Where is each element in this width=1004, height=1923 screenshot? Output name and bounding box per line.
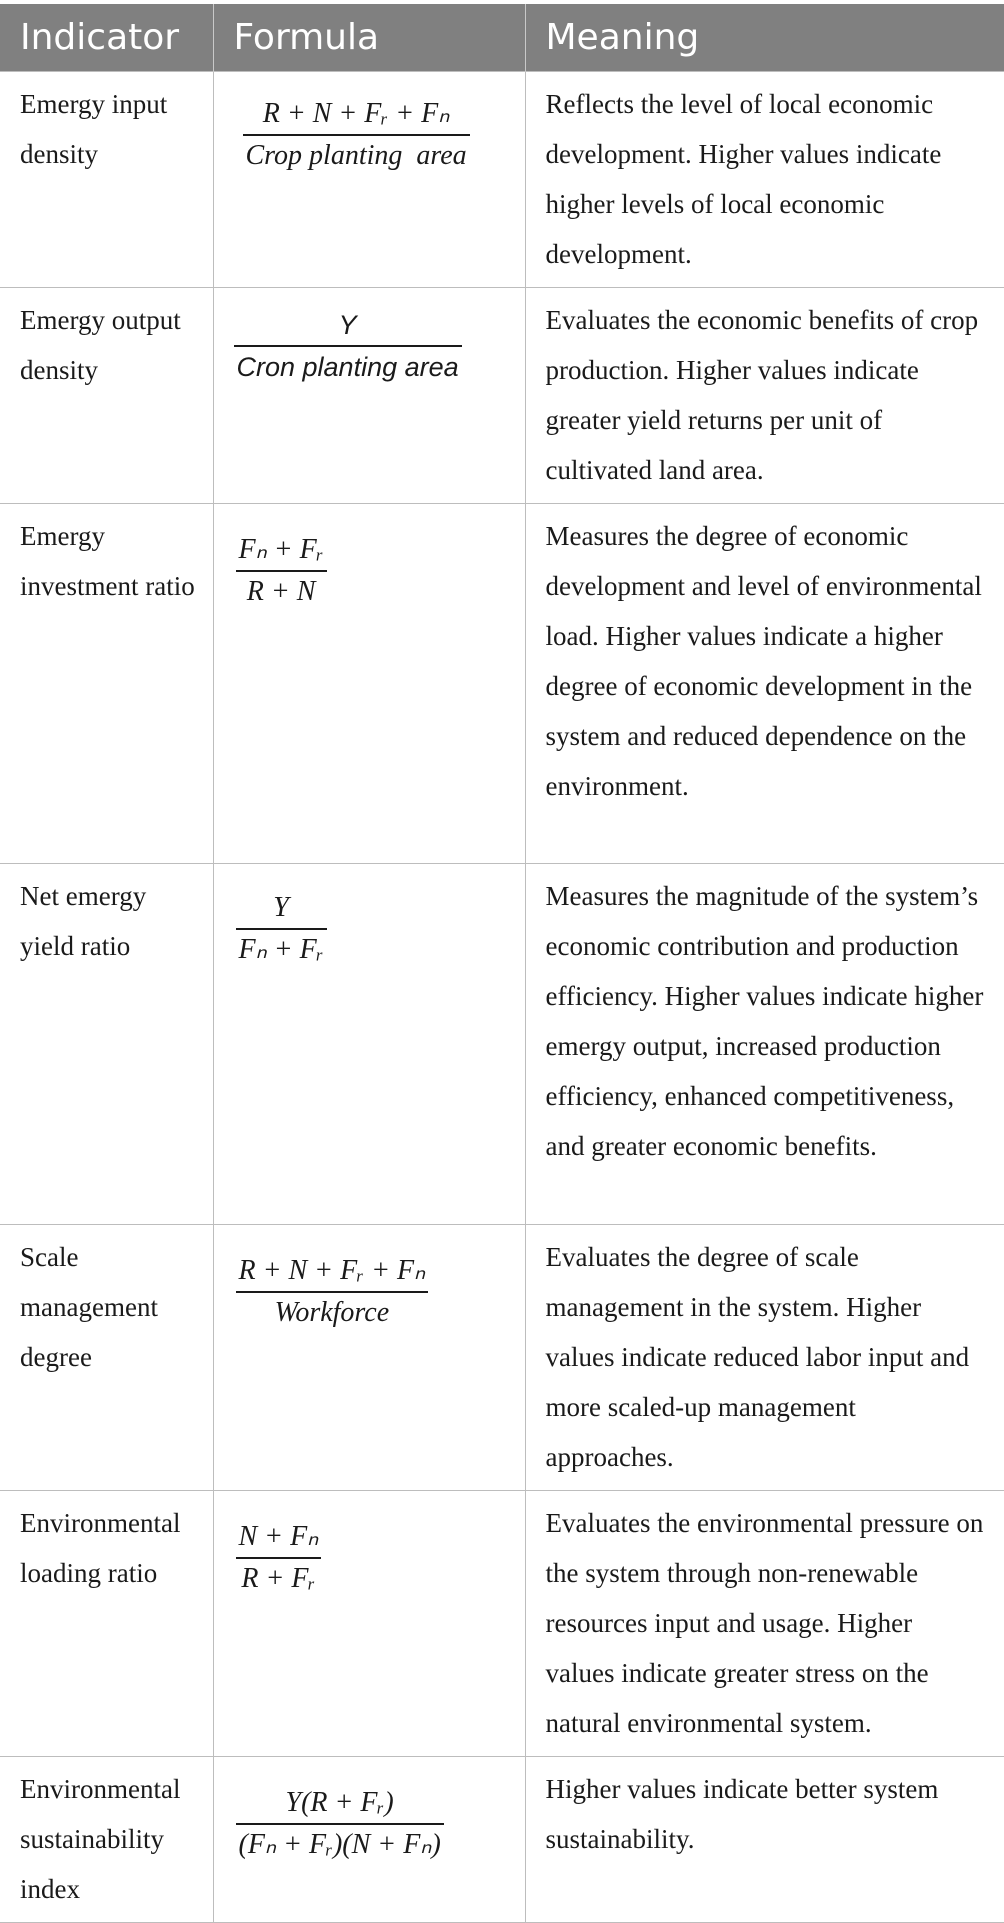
meaning-cell: Measures the magnitude of the system’s economic contribution and production efficiency. Higher values indicate higher emergy output, increased production efficiency, enhanced competitiveness, and greater economic benefits. (525, 864, 1004, 1225)
indicator-cell (0, 1225, 213, 1491)
fraction-bar (236, 570, 327, 572)
table-row (0, 72, 1004, 288)
table-row (0, 504, 1004, 864)
meaning-cell: Measures the degree of economic development and level of environmental load. Higher values indicate a higher degree of economic development in the system and reduced dependence on the environment. (525, 504, 1004, 864)
formula-denominator: Cron planting area (236, 352, 459, 382)
formula-denominator: Crop planting area (245, 140, 467, 171)
formula-denominator: Fₙ + Fᵣ (238, 934, 324, 965)
formula-numerator: R + N + Fᵣ + Fₙ (238, 1255, 426, 1286)
formula-cell (213, 288, 525, 504)
table-row (0, 1491, 1004, 1757)
formula-denominator: R + Fᵣ (241, 1563, 316, 1594)
formula-numerator: N + Fₙ (238, 1521, 319, 1552)
fraction-bar (236, 1291, 429, 1293)
formula-cell (213, 1225, 525, 1491)
meaning-cell: Reflects the level of local economic development. Higher values indicate higher levels of local economic development. (525, 72, 1004, 288)
fraction-bar (236, 1557, 322, 1559)
formula-fraction (236, 1518, 322, 1598)
formula-fraction (236, 531, 327, 611)
indicator-name: Emergy input density (20, 89, 168, 169)
meaning-cell: Evaluates the environmental pressure on the system through non-renewable resources input and usage. Higher values indicate greater stress on the natural environmental system. (525, 1491, 1004, 1757)
table-row (0, 288, 1004, 504)
formula-fraction (234, 306, 462, 386)
indicator-table (0, 4, 1004, 1923)
fraction-bar (234, 345, 462, 347)
formula-numerator: Y (273, 892, 289, 923)
indicator-name: Emergy investment ratio (20, 521, 195, 601)
indicator-name: Emergy output density (20, 305, 181, 385)
indicator-name: Environmental loading ratio (20, 1508, 181, 1588)
indicator-cell (0, 1757, 213, 1923)
formula-fraction (243, 95, 470, 175)
formula-fraction (236, 889, 327, 969)
indicator-cell (0, 288, 213, 504)
meaning-cell: Evaluates the economic benefits of crop production. Higher values indicate greater yield returns per unit of cultivated land area. (525, 288, 1004, 504)
table-row (0, 1225, 1004, 1491)
header-indicator: Indicator (0, 4, 213, 72)
table-row (0, 864, 1004, 1225)
formula-denominator: Workforce (274, 1297, 390, 1328)
indicator-cell (0, 72, 213, 288)
formula-cell (213, 864, 525, 1225)
header-meaning: Meaning (525, 4, 1004, 72)
formula-cell (213, 1757, 525, 1923)
formula-numerator: Fₙ + Fᵣ (238, 534, 324, 565)
indicator-cell (0, 864, 213, 1225)
indicator-table-wrapper (0, 4, 1004, 1923)
formula-numerator: Y(R + Fᵣ) (285, 1787, 394, 1818)
formula-numerator: Y (338, 310, 357, 340)
table-row (0, 1757, 1004, 1923)
indicator-cell (0, 504, 213, 864)
indicator-cell (0, 1491, 213, 1757)
formula-fraction (236, 1252, 429, 1332)
formula-numerator: R + N + Fᵣ + Fₙ (262, 98, 450, 129)
header-formula: Formula (213, 4, 525, 72)
meaning-cell: Higher values indicate better system sustainability. (525, 1757, 1004, 1923)
header-row (0, 4, 1004, 72)
fraction-bar (243, 134, 470, 136)
formula-cell (213, 1491, 525, 1757)
meaning-cell: Evaluates the degree of scale management in the system. Higher values indicate reduced labor input and more scaled-up management approaches. (525, 1225, 1004, 1491)
fraction-bar (236, 928, 327, 930)
formula-denominator: R + N (246, 576, 316, 607)
formula-cell (213, 72, 525, 288)
indicator-name: Scale management degree (20, 1242, 158, 1372)
formula-fraction (236, 1784, 444, 1864)
formula-cell (213, 504, 525, 864)
indicator-name: Environmental sustainability index (20, 1774, 181, 1904)
indicator-name: Net emergy yield ratio (20, 881, 147, 961)
formula-denominator: (Fₙ + Fᵣ)(N + Fₙ) (238, 1829, 441, 1860)
fraction-bar (236, 1823, 444, 1825)
